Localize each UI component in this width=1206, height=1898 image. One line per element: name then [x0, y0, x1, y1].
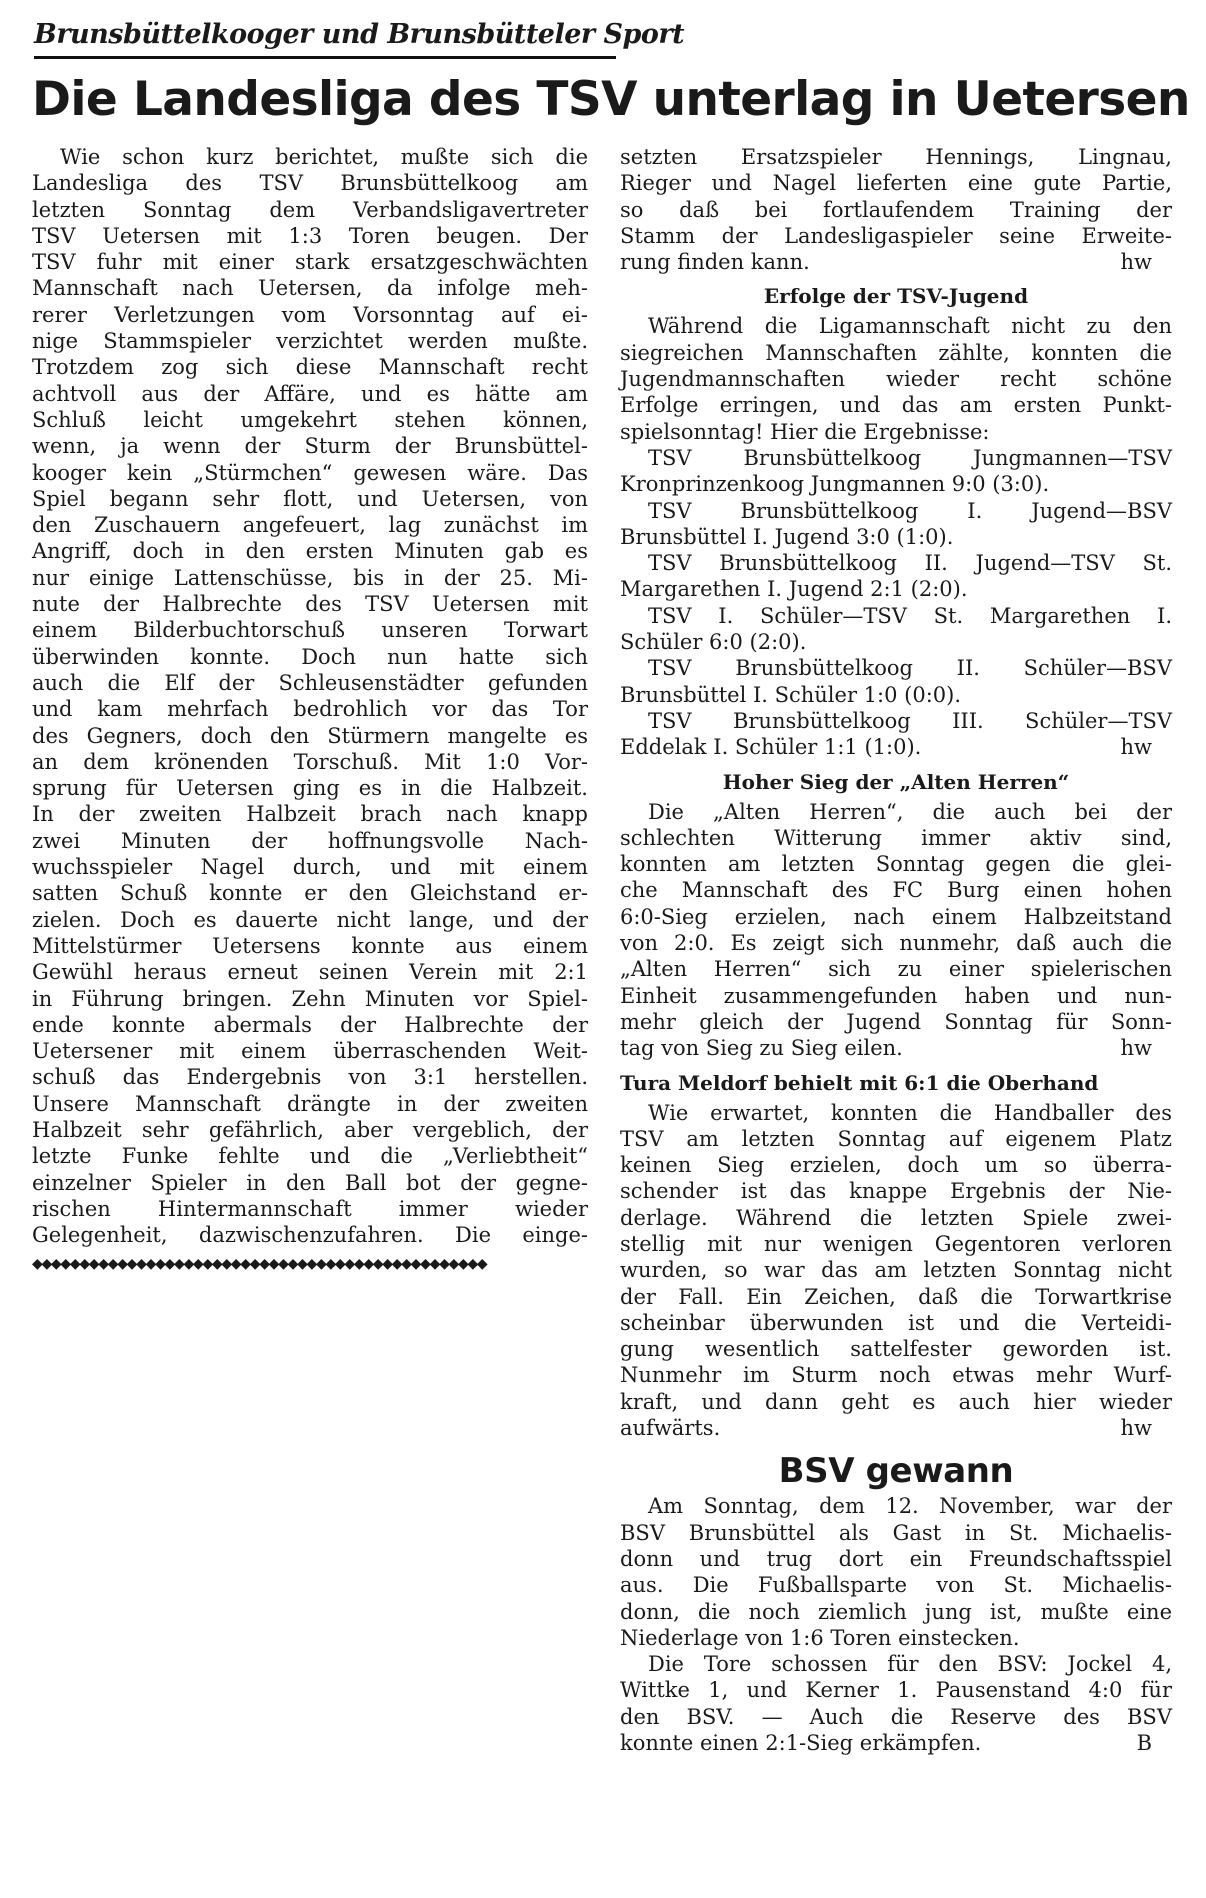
text-line	[32, 907, 588, 933]
text-line-content: achtvoll aus der Affäre, und es hätte am	[32, 381, 588, 406]
match-result	[620, 708, 1172, 761]
text-line-content: nige Stammspieler verzichtet werden mußte.	[32, 329, 588, 354]
text-line	[620, 825, 1172, 851]
text-line	[32, 854, 588, 880]
text-line	[32, 197, 588, 223]
text-line-content: Schüler 6:0 (2:0).	[620, 630, 807, 655]
text-line	[32, 644, 588, 670]
text-line-content: Brunsbüttel I. Jugend 3:0 (1:0).	[620, 524, 954, 549]
text-line-content: TSV I. Schüler—TSV St. Margarethen I.	[648, 603, 1172, 628]
text-line-content: Erfolge erringen, und das am ersten Punkt-	[620, 393, 1172, 418]
text-line	[620, 1520, 1172, 1546]
text-line-content: Niederlage von 1:6 Toren einstecken.	[620, 1625, 1020, 1650]
bsv-article-title: BSV gewann	[778, 1451, 1014, 1492]
handball-article-title: Tura Meldorf behielt mit 6:1 die Oberhand	[620, 1070, 1099, 1095]
text-line	[620, 956, 1172, 982]
text-line	[620, 1572, 1172, 1598]
text-line-content: kooger kein „Stürmchen“ gewesen wäre. Das	[32, 460, 588, 485]
text-line-content: Rieger und Nagel lieferten eine gute Partie,	[620, 171, 1172, 196]
text-line-content: siegreichen Mannschaften zählte, konnten die	[620, 340, 1172, 365]
text-line	[620, 1546, 1172, 1572]
text-line-content: den BSV. — Auch die Reserve des BSV	[620, 1704, 1172, 1729]
text-line	[620, 223, 1172, 249]
text-line	[32, 986, 588, 1012]
text-line-content: schlechten Witterung immer aktiv sind,	[620, 825, 1172, 850]
text-line	[620, 576, 1172, 602]
text-line-content: schender ist das knappe Ergebnis der Nie-	[620, 1179, 1172, 1204]
text-line-content: einzelner Spieler in den Ball bot der gegne-	[32, 1170, 588, 1195]
text-line-content: keinen Sieg erzielen, doch um so überra-	[620, 1153, 1172, 1178]
main-article-continuation	[620, 144, 1172, 275]
text-line-content: rung finden kann.	[620, 250, 810, 275]
text-line-content: rerer Verletzungen vom Vorsonntag auf ei-	[32, 302, 588, 327]
text-line	[620, 1231, 1172, 1257]
text-line	[32, 328, 588, 354]
text-line	[620, 249, 1172, 275]
author-signoff: B	[1136, 1731, 1152, 1756]
text-line	[620, 392, 1172, 418]
text-line	[32, 670, 588, 696]
text-line	[32, 749, 588, 775]
text-line-content: che Mannschaft des FC Burg einen hohen	[620, 878, 1172, 903]
text-line-content: rischen Hintermannschaft immer wieder	[32, 1196, 588, 1221]
text-line	[620, 1625, 1172, 1651]
text-line-content: Mannschaft nach Uetersen, da infolge meh-	[32, 276, 588, 301]
text-line-content: Jugendmannschaften wieder recht schöne	[620, 367, 1172, 392]
text-line	[620, 734, 1172, 760]
text-line	[620, 1284, 1172, 1310]
text-line	[620, 1362, 1172, 1388]
text-line-content: in Führung bringen. Zehn Minuten vor Spiel-	[32, 986, 588, 1011]
text-line	[32, 1170, 588, 1196]
text-line	[620, 1599, 1172, 1625]
text-line	[32, 801, 588, 827]
text-line-content: „Alten Herren“ sich zu einer spielerischen	[620, 957, 1172, 982]
text-line	[32, 433, 588, 459]
text-line	[620, 1389, 1172, 1415]
text-line-content: Eddelak I. Schüler 1:1 (1:0).	[620, 735, 922, 760]
text-line	[32, 512, 588, 538]
text-line-content: des Gegners, doch den Stürmern mangelte es	[32, 723, 588, 748]
author-signoff: hw	[1120, 250, 1152, 275]
match-result	[620, 445, 1172, 498]
handball-article-body	[620, 1100, 1172, 1442]
left-column	[32, 144, 588, 1272]
text-line	[620, 1677, 1172, 1703]
text-line	[620, 1704, 1172, 1730]
text-line-content: aus. Die Fußballsparte von St. Michaelis-	[620, 1573, 1172, 1598]
text-line	[620, 144, 1172, 170]
text-line-content: setzten Ersatzspieler Hennings, Lingnau,	[620, 145, 1172, 169]
youth-article-title: Erfolge der TSV-Jugend	[763, 284, 1029, 309]
text-line-content: TSV Brunsbüttelkoog Jungmannen—TSV	[648, 445, 1172, 470]
text-line-content: donn, die noch ziemlich jung ist, mußte eine	[620, 1599, 1172, 1624]
text-line	[620, 1651, 1172, 1677]
text-line-content: Die Tore schossen für den BSV: Jockel 4,	[648, 1652, 1172, 1677]
text-line	[32, 1038, 588, 1064]
seniors-article-title: Hoher Sieg der „Alten Herren“	[722, 769, 1070, 794]
author-signoff: hw	[1120, 1036, 1152, 1061]
text-line-content: derlage. Während die letzten Spiele zwei-	[620, 1205, 1172, 1230]
text-line	[32, 1064, 588, 1090]
text-line	[32, 407, 588, 433]
text-line	[32, 565, 588, 591]
main-article-body	[32, 144, 588, 1248]
text-line	[32, 170, 588, 196]
text-line-content: so daß bei fortlaufendem Training der	[620, 197, 1172, 222]
text-line-content: Uetersener mit einem überraschenden Weit-	[32, 1039, 588, 1064]
text-line	[32, 1196, 588, 1222]
text-line	[620, 799, 1172, 825]
text-line-content: TSV Uetersen mit 1:3 Toren beugen. Der	[32, 223, 588, 248]
text-line-content: einem Bilderbuchtorschuß unseren Torwart	[32, 618, 588, 643]
main-headline: Die Landesliga des TSV unterlag in Uetersen	[32, 72, 1190, 127]
text-line-content: Wie erwartet, konnten die Handballer des	[648, 1100, 1172, 1125]
text-line-content: Nunmehr im Sturm noch etwas mehr Wurf-	[620, 1363, 1172, 1388]
text-line	[620, 708, 1172, 734]
author-signoff: hw	[1120, 735, 1152, 760]
match-result	[620, 655, 1172, 708]
text-line	[32, 538, 588, 564]
text-line-content: der Fall. Ein Zeichen, daß die Torwartkrise	[620, 1284, 1172, 1309]
text-line	[32, 1012, 588, 1038]
text-line	[620, 655, 1172, 681]
text-line-content: wuchsspieler Nagel durch, und mit einem	[32, 855, 588, 880]
text-line-content: satten Schuß konnte er den Gleichstand er-	[32, 881, 588, 906]
text-line	[32, 617, 588, 643]
text-line	[620, 524, 1172, 550]
text-line	[620, 682, 1172, 708]
text-line-content: Brunsbüttel I. Schüler 1:0 (0:0).	[620, 682, 961, 707]
text-line	[620, 629, 1172, 655]
text-line-content: Landesliga des TSV Brunsbüttelkoog am	[32, 171, 588, 196]
text-line	[620, 1493, 1172, 1519]
text-line-content: TSV Brunsbüttelkoog II. Jugend—TSV St.	[648, 551, 1172, 576]
text-line	[620, 313, 1172, 339]
text-line-content: gung wesentlich sattelfester geworden ist.	[620, 1337, 1172, 1362]
text-line-content: Halbzeit sehr gefährlich, aber vergeblich, der	[32, 1117, 588, 1142]
text-line	[32, 880, 588, 906]
text-line-content: Stamm der Landesligaspieler seine Erweite-	[620, 223, 1172, 248]
text-line	[32, 249, 588, 275]
text-line	[32, 381, 588, 407]
text-line-content: von 2:0. Es zeigt sich nunmehr, daß auch die	[620, 931, 1172, 956]
text-line-content: Gewühl heraus erneut seinen Verein mit 2:1	[32, 960, 588, 985]
text-line	[620, 904, 1172, 930]
text-line-content: überwinden konnte. Doch nun hatte sich	[32, 644, 588, 669]
text-line	[620, 366, 1172, 392]
youth-article-intro	[620, 313, 1172, 444]
text-line	[620, 1100, 1172, 1126]
text-line	[32, 1117, 588, 1143]
text-line-content: und kam mehrfach bedrohlich vor das Tor	[32, 697, 588, 722]
text-line	[32, 959, 588, 985]
text-line-content: TSV Brunsbüttelkoog II. Schüler—BSV	[648, 656, 1172, 681]
text-line-content: ende konnte abermals der Halbrechte der	[32, 1012, 588, 1037]
text-line	[32, 1222, 588, 1248]
text-line-content: sprung für Uetersen ging es in die Halbzeit.	[32, 776, 588, 801]
text-line	[32, 302, 588, 328]
text-line-content: Wittke 1, und Kerner 1. Pausenstand 4:0 für	[620, 1678, 1172, 1703]
text-line	[620, 877, 1172, 903]
text-line	[32, 275, 588, 301]
text-line-content: Angriff, doch in den ersten Minuten gab es	[32, 539, 588, 564]
text-line-content: Unsere Mannschaft drängte in der zweiten	[32, 1091, 588, 1116]
text-line-content: an dem krönenden Torschuß. Mit 1:0 Vor-	[32, 749, 588, 774]
text-line-content: mehr gleich der Jugend Sonntag für Sonn-	[620, 1009, 1172, 1034]
text-line-content: TSV fuhr mit einer stark ersatzgeschwächten	[32, 250, 588, 275]
text-line	[32, 775, 588, 801]
text-line-content: nur einige Lattenschüsse, bis in der 25. Mi-	[32, 565, 588, 590]
section-kicker: Brunsbüttelkooger und Brunsbütteler Sport	[34, 18, 616, 59]
text-line	[620, 603, 1172, 629]
text-line-content: konnten am letzten Sonntag gegen die glei-	[620, 852, 1172, 877]
text-line	[620, 197, 1172, 223]
text-line	[32, 460, 588, 486]
text-line-content: TSV am letzten Sonntag auf eigenem Platz	[620, 1126, 1172, 1151]
text-line-content: tag von Sieg zu Sieg eilen.	[620, 1036, 903, 1061]
text-line-content: schuß das Endergebnis von 3:1 herstellen.	[32, 1065, 588, 1090]
text-line-content: kraft, und dann geht es auch hier wieder	[620, 1389, 1172, 1414]
text-line	[32, 696, 588, 722]
text-line-content: Am Sonntag, dem 12. November, war der	[648, 1494, 1172, 1519]
text-line-content: wenn, ja wenn der Sturm der Brunsbüttel-	[32, 434, 588, 459]
text-line-content: BSV Brunsbüttel als Gast in St. Michaelis-	[620, 1520, 1172, 1545]
text-line-content: 6:0-Sieg erzielen, nach einem Halbzeitstand	[620, 904, 1172, 929]
text-line-content: Wie schon kurz berichtet, mußte sich die	[60, 145, 588, 169]
text-line	[620, 550, 1172, 576]
text-line-content: zielen. Doch es dauerte nicht lange, und der	[32, 907, 588, 932]
right-column	[620, 144, 1172, 1756]
text-line-content: aufwärts.	[620, 1416, 721, 1441]
bsv-article-paragraph-2	[620, 1651, 1172, 1756]
text-line-content: Einheit zusammengefunden haben und nun-	[620, 983, 1172, 1008]
text-line-content: konnte einen 2:1-Sieg erkämpfen.	[620, 1731, 982, 1756]
text-line-content: Die „Alten Herren“, die auch bei der	[648, 799, 1172, 824]
text-line	[620, 1009, 1172, 1035]
seniors-article-body	[620, 799, 1172, 1062]
text-line-content: Kronprinzenkoog Jungmannen 9:0 (3:0).	[620, 472, 1050, 497]
text-line	[32, 144, 588, 170]
text-line	[32, 723, 588, 749]
text-line-content: letzten Sonntag dem Verbandsligavertreter	[32, 197, 588, 222]
bsv-article-paragraph-1	[620, 1493, 1172, 1651]
text-line	[620, 1730, 1172, 1756]
text-line-content: TSV Brunsbüttelkoog I. Jugend—BSV	[648, 498, 1172, 523]
text-line-content: Gelegenheit, dazwischenzufahren. Die einge-	[32, 1223, 588, 1248]
text-line-content: In der zweiten Halbzeit brach nach knapp	[32, 802, 588, 827]
text-line	[32, 354, 588, 380]
text-line-content: letzte Funke fehlte und die „Verliebtheit“	[32, 1144, 588, 1169]
text-line-content: nute der Halbrechte des TSV Uetersen mit	[32, 592, 588, 617]
text-line-content: donn und trug dort ein Freundschaftsspiel	[620, 1546, 1172, 1571]
text-line-content: stellig mit nur wenigen Gegentoren verloren	[620, 1231, 1172, 1256]
text-line	[32, 1143, 588, 1169]
match-result	[620, 498, 1172, 551]
match-result	[620, 603, 1172, 656]
text-line-content: auch die Elf der Schleusenstädter gefunden	[32, 670, 588, 695]
text-line-content: Trotzdem zog sich diese Mannschaft recht	[32, 355, 588, 380]
text-line	[32, 591, 588, 617]
author-signoff: hw	[1120, 1416, 1152, 1441]
text-line	[620, 471, 1172, 497]
match-result	[620, 550, 1172, 603]
text-line-content: wurden, so war das am letzten Sonntag nicht	[620, 1258, 1172, 1283]
text-line	[32, 828, 588, 854]
text-line	[620, 170, 1172, 196]
text-line	[620, 498, 1172, 524]
text-line	[32, 223, 588, 249]
text-line	[620, 340, 1172, 366]
text-line-content: spielsonntag! Hier die Ergebnisse:	[620, 419, 990, 444]
youth-results-list	[620, 445, 1172, 761]
text-line	[620, 851, 1172, 877]
text-line-content: Schluß leicht umgekehrt stehen können,	[32, 407, 588, 432]
text-line	[620, 1310, 1172, 1336]
text-line-content: Spiel begann sehr flott, und Uetersen, von	[32, 486, 588, 511]
text-line-content: den Zuschauern angefeuert, lag zunächst im	[32, 513, 588, 538]
text-line	[620, 1152, 1172, 1178]
text-line-content: Während die Ligamannschaft nicht zu den	[648, 314, 1172, 339]
text-line	[620, 930, 1172, 956]
text-line	[620, 1126, 1172, 1152]
text-line-content: scheinbar überwunden ist und die Verteidi-	[620, 1310, 1172, 1335]
text-line	[32, 1091, 588, 1117]
text-line	[32, 933, 588, 959]
text-line-content: zwei Minuten der hoffnungsvolle Nach-	[32, 828, 588, 853]
text-line	[620, 1336, 1172, 1362]
text-line	[620, 1035, 1172, 1061]
text-line	[620, 1257, 1172, 1283]
diamond-divider: ◆◆◆◆◆◆◆◆◆◆◆◆◆◆◆◆◆◆◆◆◆◆◆◆◆◆◆◆◆◆◆◆◆◆◆◆◆◆◆◆◆◆◆◆◆◆◆◆	[32, 1256, 487, 1273]
text-line	[620, 419, 1172, 445]
text-line-content: TSV Brunsbüttelkoog III. Schüler—TSV	[648, 708, 1172, 733]
text-line-content: Mittelstürmer Uetersens konnte aus einem	[32, 933, 588, 958]
text-line	[620, 1205, 1172, 1231]
text-line	[32, 486, 588, 512]
text-line	[620, 1415, 1172, 1441]
text-line	[620, 983, 1172, 1009]
text-line	[620, 445, 1172, 471]
text-line-content: Margarethen I. Jugend 2:1 (2:0).	[620, 577, 968, 602]
text-line	[620, 1178, 1172, 1204]
